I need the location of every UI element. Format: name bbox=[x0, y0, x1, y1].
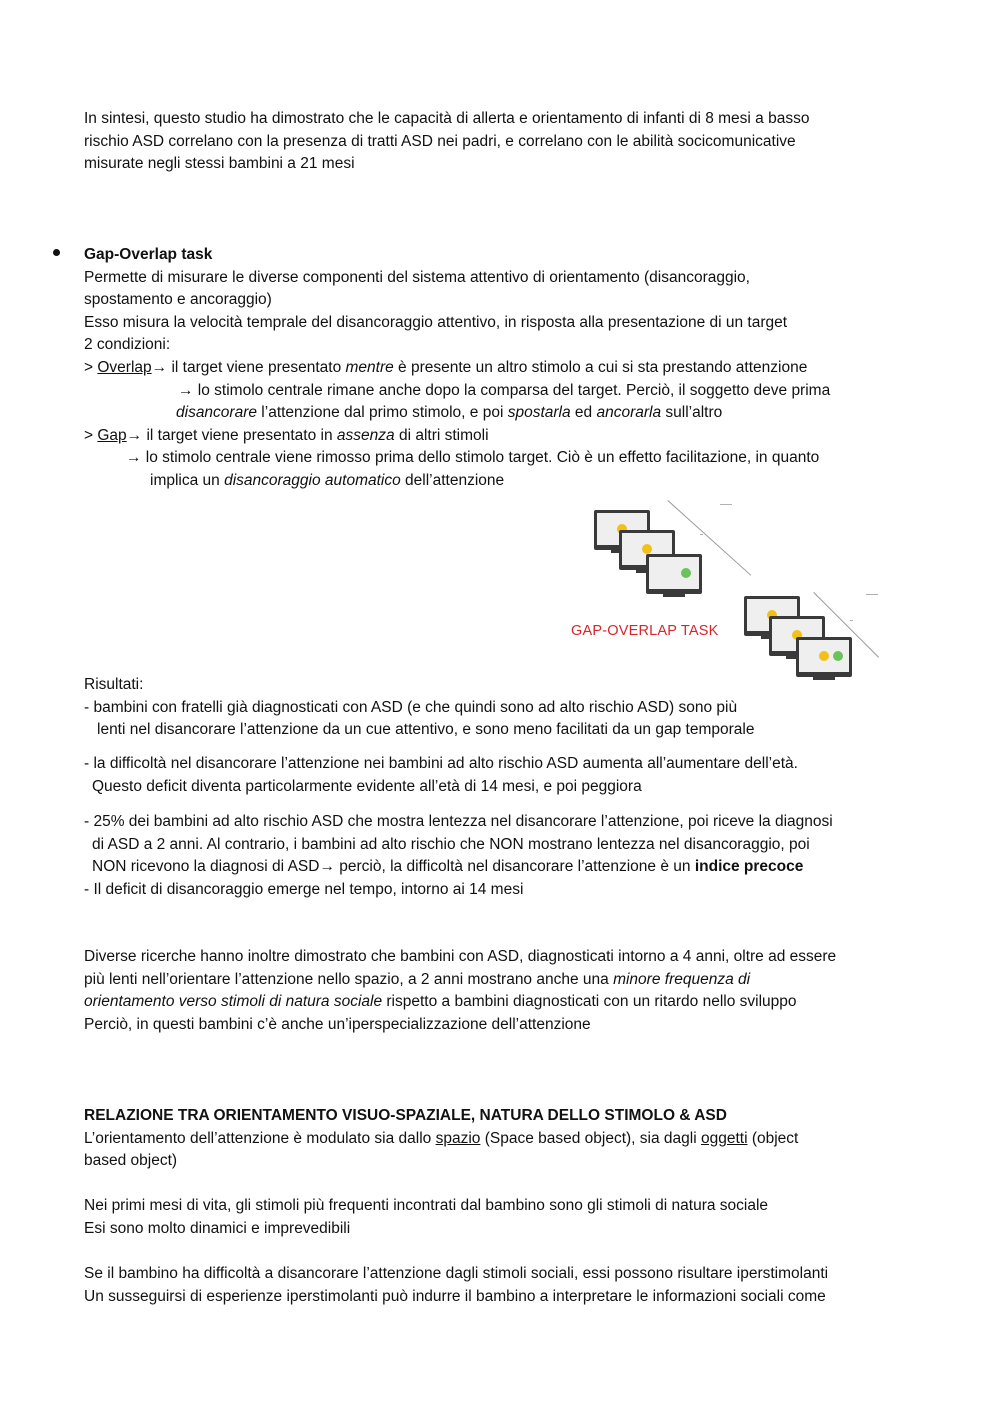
text-line: L’orientamento dell’attenzione è modulato sia dallo spazio (Space based object), sia dagli oggetti (object bbox=[84, 1129, 799, 1147]
result-line: NON ricevono la diagnosi di ASD→ perciò, la difficoltà nel disancorare l’attenzione è un indice precoce bbox=[92, 858, 804, 876]
section-heading: RELAZIONE TRA ORIENTAMENTO VISUO-SPAZIALE, NATURA DELLO STIMOLO & ASD bbox=[84, 1107, 727, 1124]
gap-overlap-section bbox=[84, 244, 914, 493]
smiley-icon bbox=[833, 651, 843, 661]
text-line: Perciò, in questi bambini c’è anche un’iperspecializzazione dell’attenzione bbox=[84, 1015, 591, 1033]
intro-paragraph bbox=[84, 108, 914, 176]
gap-label: Gap bbox=[97, 426, 127, 444]
intro-line: In sintesi, questo studio ha dimostrato che le capacità di allerta e orientamento di infanti di 8 mesi a basso bbox=[84, 110, 810, 127]
text-line: Nei primi mesi di vita, gli stimoli più frequenti incontrati dal bambino sono gli stimoli di natura sociale bbox=[84, 1197, 769, 1214]
intro-line: misurate negli stessi bambini a 21 mesi bbox=[84, 155, 355, 173]
figure-caption: GAP-OVERLAP TASK bbox=[571, 623, 719, 639]
overlap-detail: → lo stimolo centrale rimane anche dopo la comparsa del target. Perciò, il soggetto deve prima bbox=[178, 381, 831, 399]
results-section bbox=[84, 674, 914, 742]
text-line: spostamento e ancoraggio) bbox=[84, 291, 272, 309]
relazione-paragraph bbox=[84, 1195, 924, 1240]
result-line: - la difficoltà nel disancorare l’attenzione nei bambini ad alto rischio ASD aumenta all’aumentare dell’età. bbox=[84, 755, 798, 772]
result-line: Questo deficit diventa particolarmente evidente all’età di 14 mesi, e poi peggiora bbox=[92, 777, 642, 795]
figure-small-text: ▬ bbox=[700, 532, 703, 536]
result-line: lenti nel disancorare l’attenzione da un cue attentivo, e sono meno facilitati da un gap temporale bbox=[97, 721, 755, 739]
intro-line: rischio ASD correlano con la presenza di tratti ASD nei padri, e correlano con le abilità socicomunicative bbox=[84, 132, 796, 150]
figure-small-text: ▬▬▬▬ bbox=[720, 502, 732, 506]
overlap-condition: > Overlap→ il target viene presentato mentre è presente un altro stimolo a cui si sta prestando attenzione bbox=[84, 358, 808, 376]
results-section bbox=[84, 753, 914, 798]
section-heading: Gap-Overlap task bbox=[84, 246, 213, 263]
result-line: - Il deficit di disancoraggio emerge nel tempo, intorno ai 14 mesi bbox=[84, 880, 524, 898]
result-line: - bambini con fratelli già diagnosticati con ASD (e che quindi sono ad alto rischio ASD) sono più bbox=[84, 698, 738, 716]
monitor-icon bbox=[646, 554, 702, 594]
smiley-icon bbox=[819, 651, 829, 661]
figure-small-text: ▬▬▬▬ bbox=[866, 592, 878, 596]
text-line: più lenti nell’orientare l’attenzione nello spazio, a 2 anni mostrano anche una minore frequenza di bbox=[84, 970, 751, 988]
gap-condition: > Gap→ il target viene presentato in assenza di altri stimoli bbox=[84, 426, 489, 444]
overlap-label: Overlap bbox=[97, 358, 152, 376]
result-line: - 25% dei bambini ad alto rischio ASD che mostra lentezza nel disancorare l’attenzione, poi riceve la diagnosi bbox=[84, 813, 833, 830]
text-line: orientamento verso stimoli di natura sociale rispetto a bambini diagnosticati con un ritardo nello sviluppo bbox=[84, 993, 797, 1011]
text-line: Se il bambino ha difficoltà a disancorare l’attenzione dagli stimoli sociali, essi possono risultare iperstimolanti bbox=[84, 1265, 829, 1282]
text-line: Diverse ricerche hanno inoltre dimostrato che bambini con ASD, diagnosticati intorno a 4 anni, oltre ad essere bbox=[84, 948, 837, 965]
overlap-detail: disancorare l’attenzione dal primo stimolo, e poi spostarla ed ancorarla sull’altro bbox=[176, 404, 723, 422]
result-line: di ASD a 2 anni. Al contrario, i bambini ad alto rischio che NON mostrano lentezza nel disancoraggio, poi bbox=[92, 835, 810, 853]
relazione-section bbox=[84, 1105, 924, 1173]
text-line: 2 condizioni: bbox=[84, 336, 171, 354]
bullet-icon bbox=[53, 249, 60, 256]
smiley-icon bbox=[642, 544, 652, 554]
smiley-icon bbox=[681, 568, 691, 578]
results-heading: Risultati: bbox=[84, 676, 144, 693]
relazione-paragraph bbox=[84, 1263, 924, 1308]
gap-overlap-figure bbox=[560, 498, 910, 670]
monitor-icon bbox=[796, 637, 852, 677]
gap-detail: implica un disancoraggio automatico dell’attenzione bbox=[150, 471, 505, 489]
arrow-icon: → bbox=[126, 426, 143, 444]
results-section bbox=[84, 811, 914, 901]
text-line: based object) bbox=[84, 1152, 178, 1170]
arrow-icon: → bbox=[151, 358, 168, 376]
figure-small-text: ▬ bbox=[850, 618, 853, 622]
text-line: Esi sono molto dinamici e imprevedibili bbox=[84, 1219, 351, 1237]
gap-detail: → lo stimolo centrale viene rimosso prima dello stimolo target. Ciò è un effetto facilitazione, in quanto bbox=[126, 449, 820, 467]
research-paragraph bbox=[84, 946, 924, 1036]
text-line: Un susseguirsi di esperienze iperstimolanti può indurre il bambino a interpretare le informazioni sociali come bbox=[84, 1287, 826, 1305]
text-line: Permette di misurare le diverse componenti del sistema attentivo di orientamento (disancoraggio, bbox=[84, 268, 750, 286]
text-line: Esso misura la velocità temprale del disancoraggio attentivo, in risposta alla presentazione di un target bbox=[84, 313, 788, 331]
